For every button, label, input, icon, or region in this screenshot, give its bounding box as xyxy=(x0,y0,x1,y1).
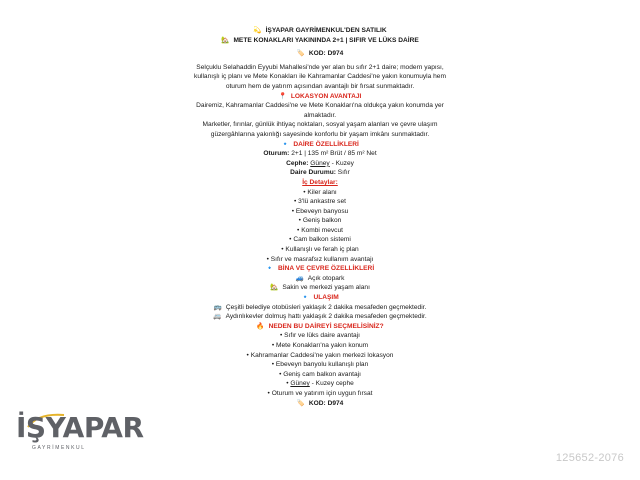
intro-line: kullanışlı iç planı ve Mete Konakları ile Kahramanlar Caddesi'ne yakın konumuyla hem xyxy=(194,73,446,81)
list-item: 🚙 Açık otopark xyxy=(295,274,345,282)
pin-icon: 📍 xyxy=(278,92,287,100)
interior-title: İç Detaylar: xyxy=(302,178,338,186)
tag-icon: 🏷️ xyxy=(296,50,305,58)
logo-brand: İŞYAPAR xyxy=(16,411,144,444)
bus-icon: 🚌 xyxy=(213,303,222,311)
features-title: 🔹 DAİRE ÖZELLİKLERİ xyxy=(281,140,359,148)
list-item: 🏡 Sakin ve merkezi yaşam alanı xyxy=(270,284,370,292)
list-item: • Kahramanlar Caddesi'ne yakın merkezi lokasyon xyxy=(246,351,394,359)
list-item: • Oturum ve yatırım için uygun fırsat xyxy=(267,389,373,397)
location-line: almaktadır. xyxy=(303,111,337,119)
list-item: • Kiler alanı xyxy=(303,188,337,196)
diamond-icon: 🔹 xyxy=(281,140,290,148)
list-item: • Kullanışlı ve ferah iç plan xyxy=(281,246,359,254)
list-item: • Kombi mevcut xyxy=(297,226,343,234)
intro-line: oturum hem de yatırım açısından avantajlı bir fırsat sunmaktadır. xyxy=(225,82,415,90)
listing-id-watermark: 125652-2076 xyxy=(555,452,624,464)
code-line: 🏷️ KOD: D974 xyxy=(296,50,344,58)
list-item: 🚌 Çeşitli belediye otobüsleri yaklaşık 2 dakika mesafeden geçmektedir. xyxy=(213,303,427,311)
oturum-line: Oturum: 2+1 | 135 m² Brüt / 85 m² Net xyxy=(263,150,377,158)
list-item: 🚐 Aydınlıkevler dolmuş hattı yaklaşık 2 dakika mesafeden geçmektedir. xyxy=(213,313,427,321)
list-item: • Sıfır ve masrafsız kullanım avantajı xyxy=(266,255,374,263)
house-icon: 🏡 xyxy=(270,284,279,292)
list-item: • Cam balkon sistemi xyxy=(289,236,351,244)
diamond-icon: 🔹 xyxy=(265,265,275,273)
listing-document xyxy=(140,26,500,408)
list-item: • 3'lü ankastre set xyxy=(294,198,346,206)
location-line: Dairemiz, Kahramanlar Caddesi'ne ve Mete Konakları'na oldukça yakın konumda yer xyxy=(196,102,444,110)
diamond-icon: 🔹 xyxy=(301,294,310,302)
list-item: • Ebeveyn banyosu xyxy=(291,207,349,215)
list-item: • Sıfır ve lüks daire avantajı xyxy=(279,332,361,340)
list-item: • Geniş cam balkon avantajı xyxy=(279,370,361,378)
tag-icon: 🏷️ xyxy=(296,399,305,407)
fire-icon: 🔥 xyxy=(256,322,265,330)
house-icon: 🏡 xyxy=(221,36,230,44)
location-line: Marketler, fırınlar, günlük ihtiyaç noktaları, sosyal yaşam alanları ve çevre ulaşım xyxy=(202,121,438,129)
isyapar-logo xyxy=(12,408,144,458)
location-line: güzergâhlarına yakınlığı sayesinde konforlu bir yaşam imkânı sunmaktadır. xyxy=(210,130,430,138)
durum-line: Daire Durumu: Sıfır xyxy=(290,169,350,177)
list-item: • Ebeveyn banyolu kullanışlı plan xyxy=(271,361,369,369)
list-item: • Geniş balkon xyxy=(298,217,342,225)
list-item: • Güney - Kuzey cephe xyxy=(286,380,354,388)
list-item: • Mete Konakları'na yakın konum xyxy=(271,342,369,349)
intro-line: Selçuklu Selahaddin Eyyubi Mahallesi'nde yer alan bu sıfır 2+1 daire; modern yapısı, xyxy=(196,63,444,71)
transport-title: 🔹 ULAŞIM xyxy=(301,294,339,302)
location-title: 📍 LOKASYON AVANTAJI xyxy=(278,92,362,100)
why-title: 🔥 NEDEN BU DAİREYİ SEÇMELİSİNİZ? xyxy=(256,322,384,330)
code-line: 🏷️ KOD: D974 xyxy=(296,399,344,407)
header-line-1: 💫 İŞYAPAR GAYRİMENKUL'DEN SATILIK xyxy=(253,27,387,34)
building-title: 🔹 BİNA VE ÇEVRE ÖZELLİKLERİ xyxy=(265,265,375,273)
sparkle-icon: 💫 xyxy=(253,27,262,34)
cephe-line: Cephe: Güney - Kuzey xyxy=(286,159,354,167)
minibus-icon: 🚐 xyxy=(213,313,222,321)
logo-sub: GAYRİMENKUL xyxy=(32,445,86,451)
header-line-2: 🏡 METE KONAKLARI YAKININDA 2+1 | SIFIR VE LÜKS DAİRE xyxy=(221,36,419,44)
car-icon: 🚙 xyxy=(295,274,304,282)
